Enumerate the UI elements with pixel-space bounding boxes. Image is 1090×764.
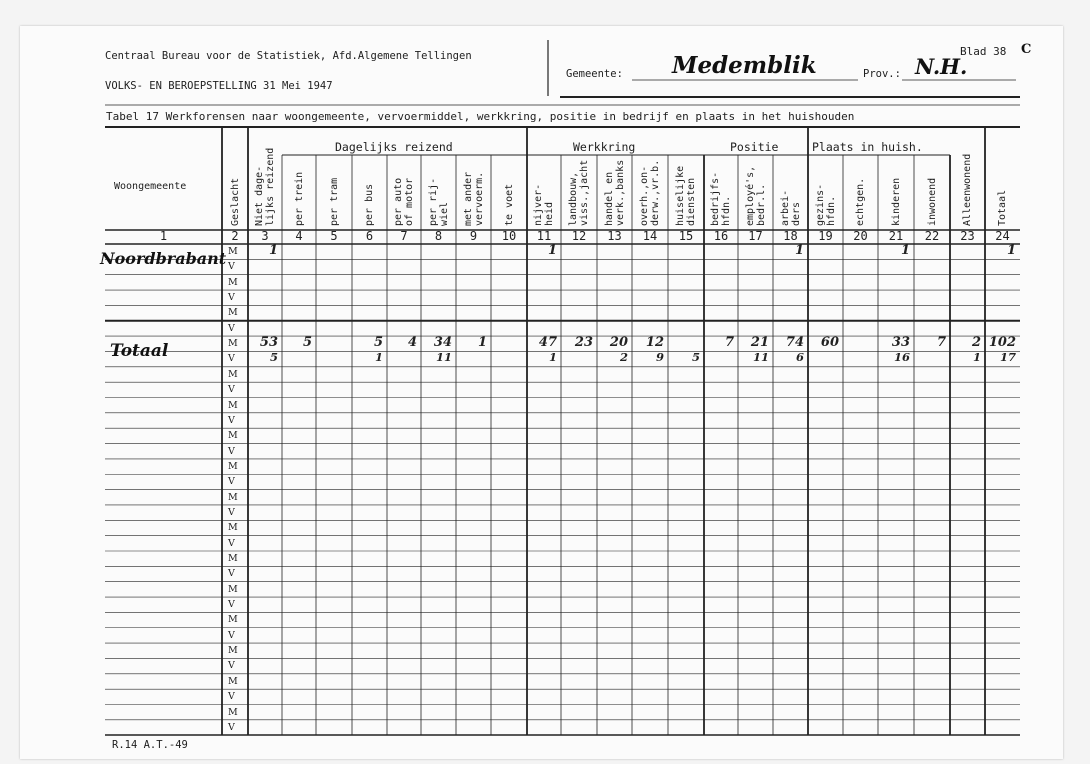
cell-totaal_m-c22: 7 (936, 335, 946, 351)
cell-noordbrabant_m-c3: 1 (268, 243, 278, 258)
sex-code: M (228, 491, 238, 503)
sex-code: V (228, 506, 235, 518)
col-number-9: 9 (469, 229, 478, 243)
sex-code: V (228, 629, 235, 641)
col-number-18: 18 (783, 229, 798, 243)
col-number-7: 7 (400, 229, 408, 243)
sex-code: M (228, 430, 238, 442)
col-header-3: Niet dage- lijks reizend (254, 147, 276, 226)
col-header-9: met ander vervoerm. (462, 171, 485, 226)
blad-label: Blad 38 (960, 45, 1007, 58)
sex-code: M (228, 276, 238, 288)
cell-noordbrabant_m-c21: 1 (900, 243, 910, 258)
cell-totaal_m-c13: 20 (609, 335, 628, 351)
cell-totaal_v-c8: 11 (435, 350, 452, 365)
col-number-6: 6 (365, 229, 374, 243)
sex-code: M (228, 522, 238, 534)
cell-totaal_m-c21: 33 (891, 335, 910, 351)
group-plaats: Plaats in huish. (812, 140, 923, 154)
col-header-6: per bus (364, 183, 375, 226)
sex-code: V (228, 721, 235, 733)
col-header-7: per auto of motor (393, 177, 415, 226)
sex-code: M (228, 399, 238, 411)
cell-totaal_v-c21: 16 (893, 350, 910, 365)
sex-code: M (228, 307, 238, 319)
sex-code: V (228, 568, 235, 580)
cell-totaal_v-c3: 5 (269, 350, 278, 365)
sex-code: V (228, 599, 235, 611)
col-number-20: 20 (853, 229, 868, 243)
sex-code: V (228, 261, 235, 273)
census-title: VOLKS- EN BEROEPSTELLING 31 Mei 1947 (105, 80, 333, 92)
col-number-2: 2 (231, 229, 239, 243)
cell-noordbrabant_m-c11: 1 (547, 243, 557, 258)
col-number-17: 17 (748, 229, 763, 243)
col-number-15: 15 (678, 229, 694, 243)
col-number-19: 19 (818, 229, 833, 243)
cell-totaal_m-c6: 5 (373, 335, 383, 351)
group-werkkring: Werkkring (573, 140, 636, 154)
col-header-4: per trein (293, 171, 305, 226)
cell-totaal_m-c17: 21 (750, 335, 769, 351)
sex-code: M (228, 675, 238, 687)
cell-totaal_v-c14: 9 (655, 350, 664, 365)
gemeente-value: Medemblik (672, 52, 817, 79)
col-header-19: gezins- hfdn. (814, 183, 837, 226)
col-number-5: 5 (330, 229, 338, 243)
col-number-3: 3 (261, 229, 269, 243)
cell-totaal_m-c23: 2 (971, 335, 981, 351)
sex-code: V (228, 384, 235, 396)
cell-totaal_m-c12: 23 (574, 335, 593, 351)
col-number-24: 24 (995, 229, 1010, 243)
cell-totaal_v-c17: 11 (752, 350, 769, 365)
col-header-10: te voet (503, 183, 515, 226)
prov-value: N.H. (915, 54, 968, 79)
prov-label: Prov.: (863, 68, 901, 80)
cell-totaal_m-c9: 1 (477, 335, 487, 351)
col-header-5: per tram (328, 177, 340, 226)
row-noordbrabant-label: Noordbrabant (100, 249, 227, 268)
col-number-4: 4 (295, 229, 303, 243)
form-code: R.14 A.T.-49 (112, 739, 188, 751)
sex-code: M (228, 583, 238, 595)
col-header-13: handel en verk.,banks (603, 159, 626, 226)
cell-totaal_m-c16: 7 (724, 335, 734, 351)
cell-noordbrabant_m-c18: 1 (794, 243, 804, 258)
cell-totaal_v-c18: 6 (795, 350, 804, 365)
cell-totaal_m-c4: 5 (302, 335, 312, 351)
sex-code: V (228, 476, 235, 488)
sex-code: V (228, 660, 235, 672)
cell-totaal_v-c23: 1 (972, 350, 981, 365)
sex-code: M (228, 368, 238, 380)
col-number-11: 11 (536, 229, 552, 243)
col-number-14: 14 (642, 229, 658, 243)
cell-totaal_m-c24: 102 (988, 335, 1016, 351)
sex-code: M (228, 246, 238, 257)
col-number-23: 23 (960, 229, 975, 243)
cell-totaal_m-c19: 60 (820, 335, 839, 351)
col-number-1: 1 (159, 229, 168, 243)
col-header-2: Geslacht (229, 177, 241, 226)
table-caption: Tabel 17 Werkforensen naar woongemeente, vervoermiddel, werkkring, positie in bedrijf en plaats in het huishouden (106, 110, 855, 123)
sex-code: M (228, 614, 238, 626)
cell-totaal_v-c6: 1 (374, 350, 383, 365)
group-positie: Positie (730, 140, 779, 154)
blad-suffix: C (1021, 42, 1032, 57)
cell-totaal_v-c15: 5 (691, 350, 700, 365)
bureau-title: Centraal Bureau voor de Statistiek, Afd.Algemene Tellingen (105, 50, 472, 62)
sex-code: M (228, 706, 238, 718)
cell-totaal_m-c3: 53 (259, 335, 278, 351)
col-number-8: 8 (434, 229, 443, 243)
col-header-15: huiselijke diensten (675, 165, 697, 226)
sex-code: M (228, 460, 238, 472)
col-header-20: echtgen. (855, 177, 866, 226)
col-header-24: Totaal (997, 189, 1008, 226)
col-header-8: per rij- wiel (427, 177, 450, 226)
col-header-23: Alleenwonend (962, 153, 973, 226)
col-header-16: bedrijfs- hfdn. (710, 171, 732, 226)
sex-code: V (228, 537, 235, 549)
cell-totaal_m-c8: 34 (433, 335, 452, 351)
cell-totaal_m-c18: 74 (785, 335, 804, 351)
col-header-11: nijver- heid (533, 183, 555, 226)
group-dagelijks: Dagelijks reizend (335, 140, 453, 154)
sex-code: V (228, 292, 235, 304)
col-header-12: landbouw, viss.,jacht (568, 159, 590, 226)
sex-code: V (228, 691, 235, 703)
col-header-21: kinderen (890, 177, 902, 226)
col-number-13: 13 (607, 229, 622, 243)
cell-totaal_v-c24: 17 (999, 350, 1016, 365)
cell-totaal_m-c7: 4 (407, 335, 417, 351)
col-number-16: 16 (713, 229, 729, 243)
sex-code: M (228, 645, 238, 657)
col-header-14: overh.,on- derw.,vr.b. (639, 159, 661, 226)
cell-totaal_m-c14: 12 (645, 335, 664, 351)
cell-totaal_v-c11: 1 (548, 350, 557, 365)
sex-code: M (228, 553, 238, 564)
cell-totaal_m-c11: 47 (538, 335, 557, 351)
col-number-10: 10 (501, 229, 517, 243)
cell-noordbrabant_m-c24: 1 (1006, 243, 1016, 258)
col-header-22: inwonend (926, 177, 938, 226)
col-number-12: 12 (571, 229, 587, 243)
sex-code: V (228, 414, 235, 426)
col-number-22: 22 (924, 229, 940, 243)
sex-code: V (228, 353, 235, 365)
sex-code: V (228, 445, 235, 457)
sex-code: M (228, 338, 238, 350)
col-header-18: arbei- ders (779, 189, 802, 226)
col-number-21: 21 (888, 229, 904, 243)
col-header-17: employé's, bedr.l. (744, 165, 767, 226)
row-totaal-label: Totaal (110, 341, 169, 361)
gemeente-label: Gemeente: (566, 68, 623, 80)
col-woongemeente: Woongemeente (114, 181, 187, 192)
cell-totaal_v-c13: 2 (619, 350, 628, 365)
sex-code: V (228, 322, 235, 334)
